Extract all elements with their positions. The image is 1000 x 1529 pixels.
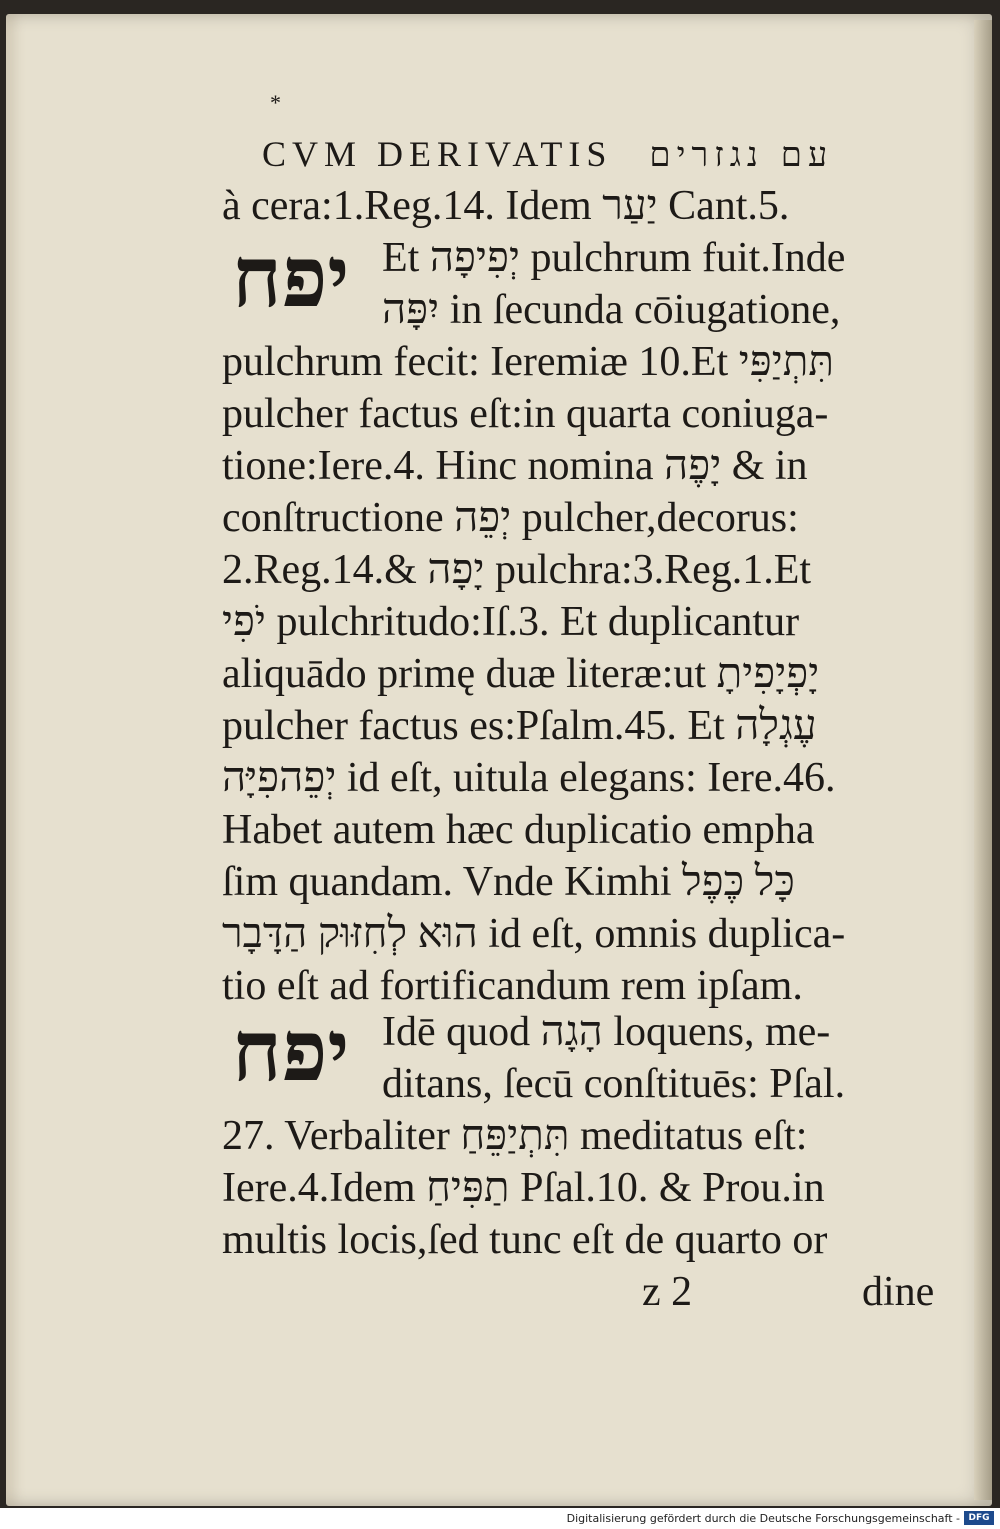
text-line-15: הוּא לְחִזּוּק הַדָּבָר id eſt, omnis duplica- xyxy=(222,911,846,957)
running-head-latin: CVM DERIVATIS xyxy=(262,134,613,174)
text-line-13: Habet autem hæc duplicatio empha xyxy=(222,807,815,853)
text-line-1: à cera:1.Reg.14. Idem יַעַר Cant.5. xyxy=(222,183,790,229)
page-mark: * xyxy=(270,90,281,115)
text-line-20: Iere.4.Idem תַפִּיחַ Pſal.10. & Prou.in xyxy=(222,1165,825,1211)
entry-headword-2: יפח xyxy=(232,1001,350,1100)
text-line-14: ſim quandam. Vnde Kimhi כָּל כֶּפֶל xyxy=(222,859,795,905)
text-line-17: Idē quod הָגָה loquens, me- xyxy=(382,1009,831,1055)
running-head-hebrew: עם נגזרים xyxy=(649,135,834,175)
text-line-6: tione:Iere.4. Hinc nomina יָפֶה & in xyxy=(222,443,808,489)
text-line-10: aliquādo primę duæ literæ:ut יָפְיָפִיתָ xyxy=(222,651,820,697)
text-line-11: pulcher factus es:Pſalm.45. Et עֶגְלָה xyxy=(222,703,817,749)
entry-headword-1: יפח xyxy=(232,227,350,326)
text-line-19: 27. Verbaliter תִּתְיַפֵּחַ meditatus eſt: xyxy=(222,1113,808,1159)
text-line-9: יֹפִי pulchritudo:Iſ.3. Et duplicantur xyxy=(222,599,800,645)
text-line-7: conſtructione יְפֵה pulcher,decorus: xyxy=(222,495,799,541)
text-line-21: multis locis,ſed tunc eſt de quarto or xyxy=(222,1217,828,1263)
footer-credit: Digitalisierung gefördert durch die Deutsche Forschungsgemeinschaft - xyxy=(566,1512,960,1525)
catchword: dine xyxy=(862,1269,935,1315)
text-line-4: pulchrum fecit: Ieremiæ 10.Et תִּתְיַפִּי xyxy=(222,339,834,385)
dfg-logo-icon: DFG xyxy=(964,1511,994,1525)
text-line-18: ditans, ſecū conſtituēs: Pſal. xyxy=(382,1061,846,1107)
signature-mark: z 2 xyxy=(642,1269,693,1315)
text-line-3: יִפָּה in ſecunda cōiugatione, xyxy=(382,287,841,333)
page-edge-right xyxy=(974,20,992,1500)
running-head xyxy=(262,128,833,181)
text-line-12: יְפֵהפִיָּה id eſt, uitula elegans: Iere.46. xyxy=(222,755,836,801)
text-line-5: pulcher factus eſt:in quarta coniuga- xyxy=(222,391,829,437)
text-line-16: tio eſt ad fortificandum rem ipſam. xyxy=(222,963,803,1009)
text-line-2: Et יְפִיפָה pulchrum fuit.Inde xyxy=(382,235,846,281)
text-line-8: 2.Reg.14.& יָפָה pulchra:3.Reg.1.Et xyxy=(222,547,812,593)
